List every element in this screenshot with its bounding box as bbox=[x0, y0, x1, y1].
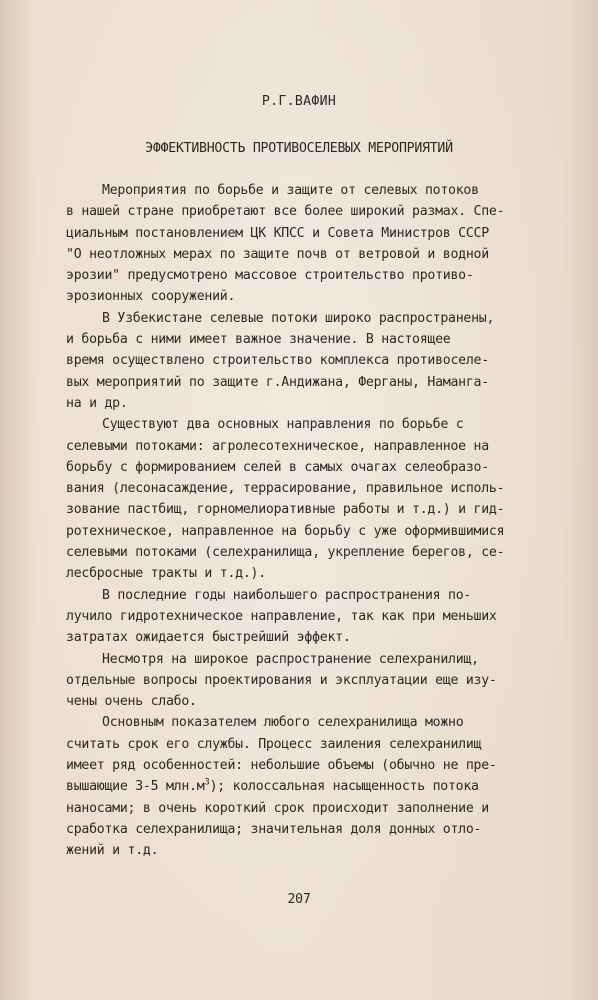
paragraph-2 bbox=[66, 308, 536, 414]
author-name: Р.Г.ВАФИН bbox=[261, 94, 337, 109]
text-line-with-superscript bbox=[66, 776, 536, 797]
text-line: отдельные вопросы проектирования и эксплуатации еще изу- bbox=[66, 672, 497, 688]
text-line: лесбросные тракты и т.д.). bbox=[66, 566, 266, 582]
text-line: циальным постановлением ЦК КПСС и Совета Министров СССР bbox=[66, 225, 489, 241]
text-line: считать срок его службы. Процесс заиления селехранилищ bbox=[66, 736, 482, 752]
text-line: наносами; в очень короткий срок происходит заполнение и bbox=[66, 800, 489, 816]
text-line: Существуют два основных направления по борьбе с bbox=[102, 417, 464, 433]
text-line: чены очень слабо. bbox=[66, 694, 197, 710]
article-title: ЭФФЕКТИВНОСТЬ ПРОТИВОСЕЛЕВЫХ МЕРОПРИЯТИЙ bbox=[145, 141, 453, 156]
text-line: время осуществлено строительство комплекса противоселе- bbox=[66, 353, 489, 369]
paragraph-6 bbox=[66, 712, 536, 861]
text-line: В последние годы наибольшего распространения по- bbox=[102, 587, 472, 603]
text-line: эрозии" предусмотрено массовое строительство противо- bbox=[66, 268, 474, 284]
text-line: ротехническое, направленное на борьбу с уже оформившимися bbox=[66, 523, 505, 539]
article-body bbox=[66, 180, 536, 862]
text-line: затратах ожидается быстрейший эффект. bbox=[66, 630, 351, 646]
paragraph-5 bbox=[66, 649, 536, 713]
paragraph-3 bbox=[66, 414, 536, 584]
text-line: лучило гидротехническое направление, так как при меньших bbox=[66, 608, 497, 624]
text-fragment: вышающие 3-5 млн.м bbox=[66, 779, 205, 795]
text-line: Мероприятия по борьбе и защите от селевых потоков bbox=[102, 183, 479, 198]
text-line: "О неотложных мерах по защите почв от ветровой и водной bbox=[66, 246, 489, 262]
text-line: селевыми потоками: агролесотехническое, направленное на bbox=[66, 438, 489, 454]
paragraph-4 bbox=[66, 585, 536, 649]
text-fragment: ); колоссальная насыщенность потока bbox=[209, 779, 479, 795]
text-line: вания (лесонасаждение, террасирование, правильное исполь- bbox=[66, 481, 505, 497]
paragraph-1 bbox=[66, 180, 536, 308]
text-line: на и др. bbox=[66, 395, 128, 411]
text-line: жений и т.д. bbox=[66, 843, 159, 859]
superscript-exponent: 3 bbox=[204, 777, 210, 788]
text-line: селевыми потоками (селехранилища, укрепление берегов, се- bbox=[66, 545, 505, 561]
text-line: Несмотря на широкое распространение селехранилищ, bbox=[102, 651, 479, 667]
text-line: в нашей стране приобретают все более широкий размах. Спе- bbox=[66, 204, 505, 220]
text-line: В Узбекистане селевые потоки широко распространены, bbox=[102, 310, 495, 326]
page-number: 207 bbox=[287, 892, 311, 907]
text-line: сработка селехранилища; значительная доля донных отло- bbox=[66, 821, 482, 837]
text-line: и борьба с ними имеет важное значение. В настоящее bbox=[66, 332, 451, 348]
text-line: зование пастбищ, горномелиоративные работы и т.д.) и гид- bbox=[66, 502, 505, 518]
text-line: Основным показателем любого селехранилища можно bbox=[102, 715, 464, 731]
text-line: вых мероприятий по защите г.Андижана, Ферганы, Наманга- bbox=[66, 374, 489, 390]
text-line: эрозионных сооружений. bbox=[66, 289, 236, 305]
text-line: имеет ряд особенностей: небольшие объемы (обычно не пре- bbox=[66, 758, 497, 774]
text-line: борьбу с формированием селей в самых очагах селеобразо- bbox=[66, 459, 489, 475]
